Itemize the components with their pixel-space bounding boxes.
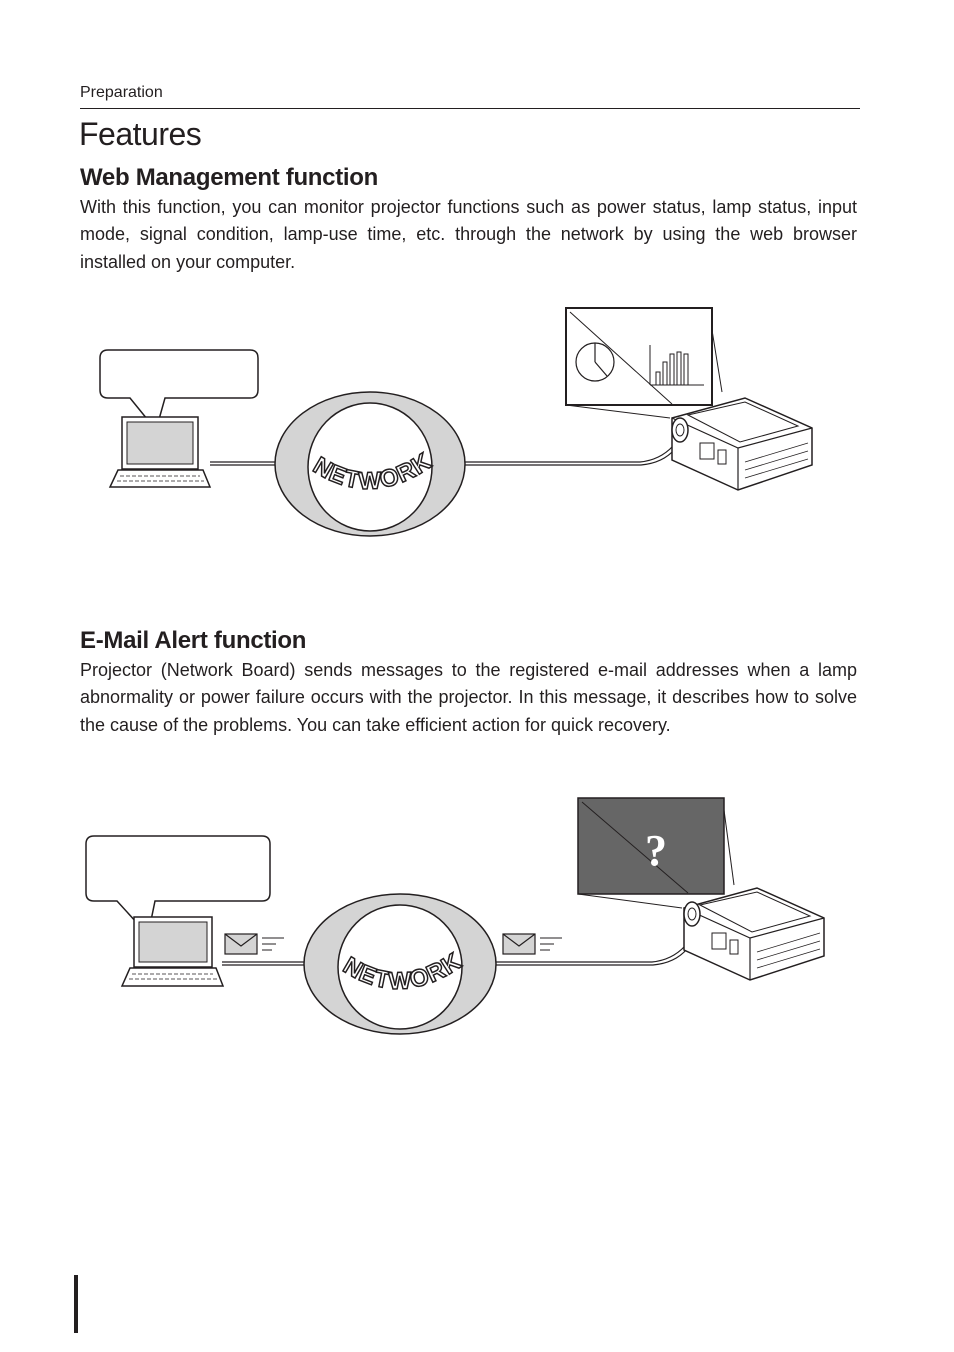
laptop-icon	[122, 917, 223, 986]
network-icon	[304, 894, 496, 1034]
section-label: Preparation	[80, 84, 163, 101]
envelope-icon	[225, 934, 284, 954]
question-mark-icon: ?	[645, 826, 667, 875]
network-label: NETWORK	[338, 947, 467, 996]
envelope-icon	[503, 934, 562, 954]
projection-screen	[578, 798, 734, 908]
laptop-icon	[110, 417, 210, 487]
projector-cable	[465, 446, 675, 465]
email-alert-heading: E-Mail Alert function	[80, 627, 307, 654]
email-alert-diagram	[0, 790, 954, 1050]
projector-icon	[672, 398, 812, 490]
page-margin-bar	[74, 1275, 78, 1333]
email-alert-description: Projector (Network Board) sends messages to the registered e-mail addresses when a lamp abnormality or power failure occurs with the projector. In this message, it describes how to solve the cause of the problems. You can take efficient action for quick recovery.	[80, 660, 857, 735]
header-rule	[80, 108, 860, 109]
network-label: NETWORK	[308, 447, 437, 496]
web-management-diagram	[0, 300, 954, 550]
network-cable	[222, 962, 306, 965]
projection-screen	[566, 308, 722, 418]
page-title: Features	[79, 116, 202, 152]
network-cable	[210, 462, 276, 465]
network-icon	[275, 392, 465, 536]
pie-chart-icon	[576, 343, 614, 381]
web-management-heading: Web Management function	[80, 164, 378, 191]
web-management-description: With this function, you can monitor projector functions such as power status, lamp status, input mode, signal condition, lamp-use time, etc. through the network by using the web browser installed on your computer.	[80, 197, 857, 272]
projector-icon	[684, 888, 824, 980]
